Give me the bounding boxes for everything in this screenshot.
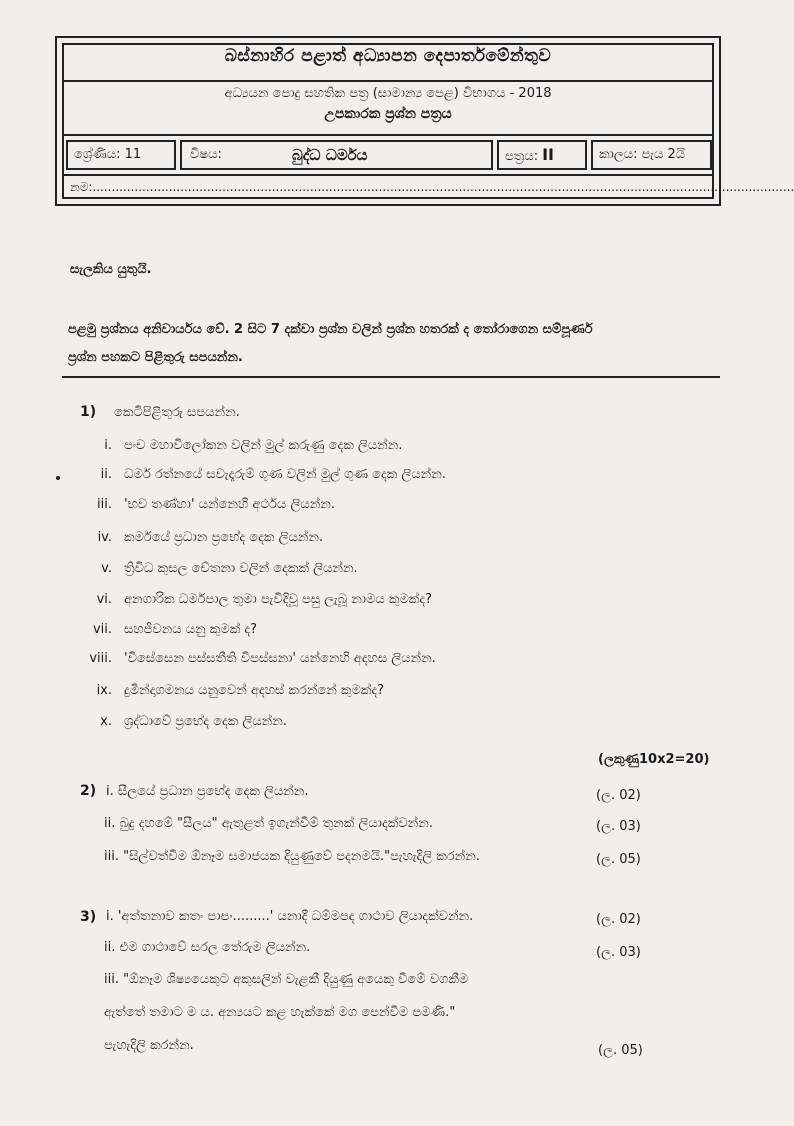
q3-item-marks: (ල. 02) (596, 912, 641, 927)
header-divider (62, 134, 714, 136)
time-label: කාලය: පැය 2යි (599, 147, 686, 162)
q1-item-text: දුමින්දාගමනය යනුවෙන් අදහස් කරන්නේ කුමක්ද? (124, 683, 385, 698)
q2-item-text: i. සීලයේ ප්‍රධාන ප්‍රභේද දෙක ලියන්න. (106, 784, 309, 799)
q1-item-number: i. (104, 438, 112, 453)
paper-value: II (542, 145, 554, 164)
instruction-line-1: පළමු ප්‍රශ්නය අනිවාර්යය වේ. 2 සිට 7 දක්වා ප්‍රශ්න වලින් ප්‍රශ්න හතරක් ද තෝරාගෙන සම්පූර්ණ (68, 322, 593, 337)
name-field: නම:........................................................................................................................................................................................ (70, 180, 794, 194)
question-1-number: 1) (80, 404, 97, 420)
question-1-title: කෙටිපිළිතුරු සපයන්න. (114, 405, 240, 420)
q1-item-number: viii. (89, 651, 112, 666)
q3-item-marks: (ල. 05) (598, 1043, 643, 1058)
q1-item-text: 'විසේසෙන පස්සතීති විපස්සනා' යන්නෙහි අදහස ලියන්න. (124, 651, 436, 666)
q2-item-marks: (ල. 02) (596, 788, 641, 803)
paper-label: පත්‍රය: (505, 149, 539, 164)
q3-item-text: i. 'අත්තනාව කතං පාපං.........' යනාදී ධම්මපද ගාථාව ලියාදක්වන්න. (106, 909, 474, 924)
q1-item-number: v. (101, 561, 112, 576)
paper-type: උපකාරක ප්‍රශ්න පත්‍රය (324, 106, 452, 122)
q1-item-number: iii. (97, 497, 112, 512)
q1-item-text: ශ්‍රද්ධාවේ ප්‍රභේද දෙක ලියන්න. (124, 714, 287, 729)
q2-item-text: iii. "සිල්වත්වීම ඕනෑම සමාජයක දියුණුවේ පදනමයි."පැහැදිලි කරන්න. (104, 849, 480, 864)
q2-item-marks: (ල. 03) (596, 819, 641, 834)
q3-item-text: iii. "ඕනෑම ශිෂ්‍යයෙකුට අකුසලින් වැළකී දියුණු අයෙකු වීමේ වගකීම (104, 972, 469, 987)
grade-cell (66, 140, 176, 170)
q1-item-text: කර්මයේ ප්‍රධාන ප්‍රභේද දෙක ලියන්න. (124, 530, 324, 545)
header-divider (62, 80, 714, 82)
q2-item-marks: (ල. 05) (596, 852, 641, 867)
q3-item-marks: (ල. 03) (596, 945, 641, 960)
q1-item-text: ධර්ම රත්නයේ සවැදෑරුම් ගුණ වලින් මුල් ගුණ දෙක ලියන්න. (124, 467, 446, 482)
subject-value: බුද්ධ ධර්මය (292, 146, 368, 164)
q1-item-text: 'භව තණ්හා' යන්නෙහි අර්ථය ලියන්න. (124, 497, 335, 512)
subject-cell (180, 140, 493, 170)
q1-item-text: ත්‍රිවිධ කුසල චේතනා වලින් දෙකක් ලියන්න. (124, 561, 358, 576)
q1-item-number: ii. (100, 467, 112, 482)
question-3-number: 3) (80, 909, 97, 925)
q1-item-text: පංච මහාවිලෝකන වලින් මුල් කරුණු දෙක ලියන්න. (124, 438, 403, 453)
instruction-line-2: ප්‍රශ්න පහකට පිළිතුරු සපයන්න. (68, 350, 243, 365)
time-cell (591, 140, 712, 170)
grade-label: ශ්‍රේණිය: 11 (74, 147, 142, 162)
q1-item-text: අනගාරික ධර්මපාල තුමා පැවිදිවූ පසු ලැබූ නාමය කුමක්ද? (124, 592, 433, 607)
question-1-marks: (ලකුණු10x2=20) (598, 752, 710, 767)
q1-item-text: සහජීවනය යනු කුමක් ද? (124, 622, 258, 637)
q1-item-number: ix. (96, 683, 112, 698)
q1-item-number: x. (100, 714, 112, 729)
q3-item-text: ii. එම ගාථාවේ සරල තේරුම ලියන්න. (104, 940, 311, 955)
header-divider (62, 174, 714, 176)
stray-mark (56, 476, 60, 480)
department-title: බස්නාහිර පළාත් අධ්‍යාපන දෙපාර්තමේන්තුව (224, 46, 552, 66)
q1-item-number: vi. (96, 592, 112, 607)
paper-cell (497, 140, 587, 170)
q1-item-number: vii. (92, 622, 112, 637)
q3-item-text: ඇත්තේ තමාට ම ය. අන්‍යයට කළ හැක්කේ මග පෙන්වීම පමණි." (104, 1005, 456, 1020)
section-rule (62, 376, 720, 378)
note-heading: සැලකිය යුතුයි. (70, 262, 152, 277)
q1-item-number: iv. (97, 530, 112, 545)
question-2-number: 2) (80, 783, 97, 799)
instructions (68, 316, 720, 372)
q2-item-text: ii. බුදු දහමේ "සීලය" ඇතුළත් ඉගැන්වීම් තුනක් ලියාදක්වන්න. (104, 816, 433, 831)
subject-label: විෂය: (190, 147, 222, 162)
q3-item-text: පැහැදිලි කරන්න. (104, 1038, 194, 1053)
exam-title: අධ්‍යයන පොදු සහතික පත්‍ර (සාමාන්‍ය පෙළ) විභාගය - 2018 (224, 86, 552, 101)
